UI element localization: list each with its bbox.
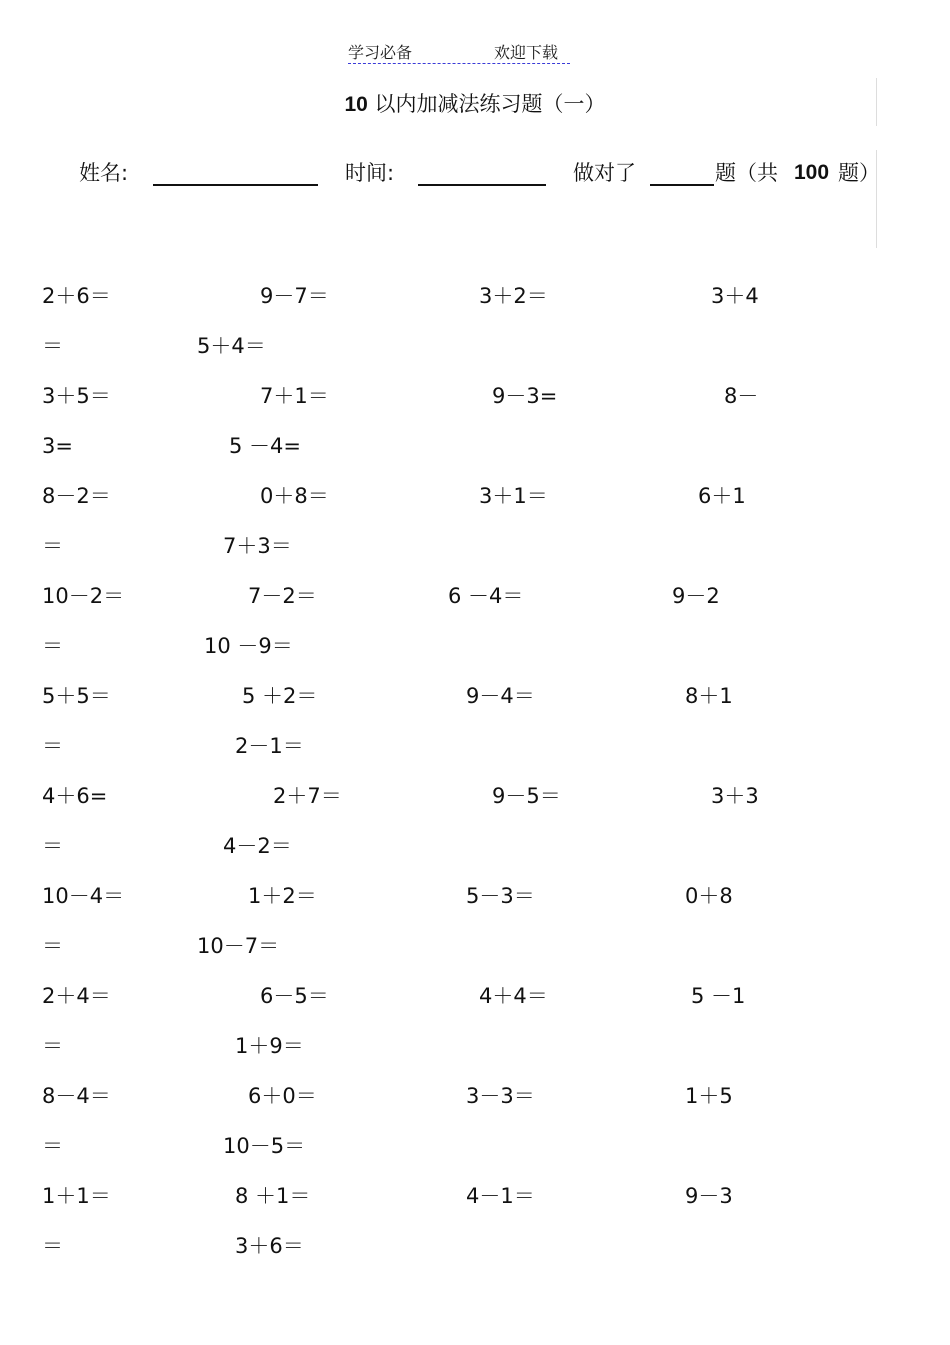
problem-item: 5 －1 <box>691 984 746 1008</box>
problem-item: 4＋6= <box>42 784 108 808</box>
problem-item: 3＋3 <box>711 784 759 808</box>
problem-item: 9－3 <box>685 1184 733 1208</box>
header-left: 学习必备 <box>348 43 413 62</box>
correct-label: 做对了 <box>573 161 636 185</box>
problem-item: 5 －4= <box>229 434 301 458</box>
problem-item: 10 －9＝ <box>204 634 293 658</box>
header-right: 欢迎下载 <box>494 43 559 62</box>
problem-continuation: ＝ <box>42 534 63 558</box>
problem-item: 7＋3＝ <box>223 534 292 558</box>
problem-item: 3＋6＝ <box>235 1234 304 1258</box>
problem-item: 6＋1 <box>698 484 746 508</box>
problem-item: 1＋1＝ <box>42 1184 111 1208</box>
problem-item: 9－7＝ <box>260 284 329 308</box>
problem-continuation: ＝ <box>42 734 63 758</box>
margin-line-top <box>876 78 877 126</box>
name-blank[interactable] <box>153 184 318 186</box>
problem-item: 8 ＋1＝ <box>235 1184 311 1208</box>
problem-item: 0＋8＝ <box>260 484 329 508</box>
problem-continuation: ＝ <box>42 1134 63 1158</box>
problem-item: 2＋6＝ <box>42 284 111 308</box>
problem-item: 1＋5 <box>685 1084 733 1108</box>
problem-item: 6－5＝ <box>260 984 329 1008</box>
problem-item: 9－3= <box>492 384 558 408</box>
problem-continuation: ＝ <box>42 634 63 658</box>
total-number: 100 <box>794 161 830 184</box>
header-underline <box>348 63 570 64</box>
problem-continuation: ＝ <box>42 934 63 958</box>
problem-continuation: ＝ <box>42 834 63 858</box>
problem-continuation: ＝ <box>42 1034 63 1058</box>
problem-item: 5＋5＝ <box>42 684 111 708</box>
problem-item: 4＋4＝ <box>479 984 548 1008</box>
problem-continuation: 3= <box>42 434 73 458</box>
problem-item: 6＋0＝ <box>248 1084 317 1108</box>
problem-item: 3＋5＝ <box>42 384 111 408</box>
problem-item: 2＋4＝ <box>42 984 111 1008</box>
problem-item: 3＋1＝ <box>479 484 548 508</box>
problem-item: 1＋9＝ <box>235 1034 304 1058</box>
problem-item: 2－1＝ <box>235 734 304 758</box>
problem-continuation: ＝ <box>42 334 63 358</box>
problem-item: 4－1＝ <box>466 1184 535 1208</box>
problem-item: 7－2＝ <box>248 584 317 608</box>
name-label: 姓名: <box>79 161 129 185</box>
correct-blank[interactable] <box>650 184 714 186</box>
title-text: 以内加减法练习题（一） <box>374 92 606 116</box>
problem-item: 8－2＝ <box>42 484 111 508</box>
problem-continuation: ＝ <box>42 1234 63 1258</box>
problem-item: 1＋2＝ <box>248 884 317 908</box>
page-title <box>0 88 950 118</box>
problem-item: 2＋7＝ <box>273 784 342 808</box>
total-prefix: 题（共 <box>715 161 778 185</box>
problem-item: 10－5＝ <box>223 1134 306 1158</box>
problem-item: 3－3＝ <box>466 1084 535 1108</box>
problem-item: 9－2 <box>672 584 720 608</box>
time-blank[interactable] <box>418 184 546 186</box>
problem-item: 0＋8 <box>685 884 733 908</box>
problem-item: 8－4＝ <box>42 1084 111 1108</box>
problem-item: 9－4＝ <box>466 684 535 708</box>
problem-item: 5＋4＝ <box>197 334 266 358</box>
problem-item: 10－4＝ <box>42 884 125 908</box>
problem-item: 9－5＝ <box>492 784 561 808</box>
total-suffix: 题） <box>838 161 880 185</box>
problem-item: 6 －4＝ <box>448 584 524 608</box>
problem-item: 5－3＝ <box>466 884 535 908</box>
problem-item: 10－2＝ <box>42 584 125 608</box>
time-label: 时间: <box>345 161 395 185</box>
problem-item: 3＋2＝ <box>479 284 548 308</box>
problem-item: 3＋4 <box>711 284 759 308</box>
problem-item: 8＋1 <box>685 684 733 708</box>
problem-item: 5 ＋2＝ <box>242 684 318 708</box>
title-number: 10 <box>344 93 368 116</box>
problem-item: 7＋1＝ <box>260 384 329 408</box>
problem-item: 10－7＝ <box>197 934 280 958</box>
problem-item: 8－ <box>724 384 759 408</box>
problem-item: 4－2＝ <box>223 834 292 858</box>
